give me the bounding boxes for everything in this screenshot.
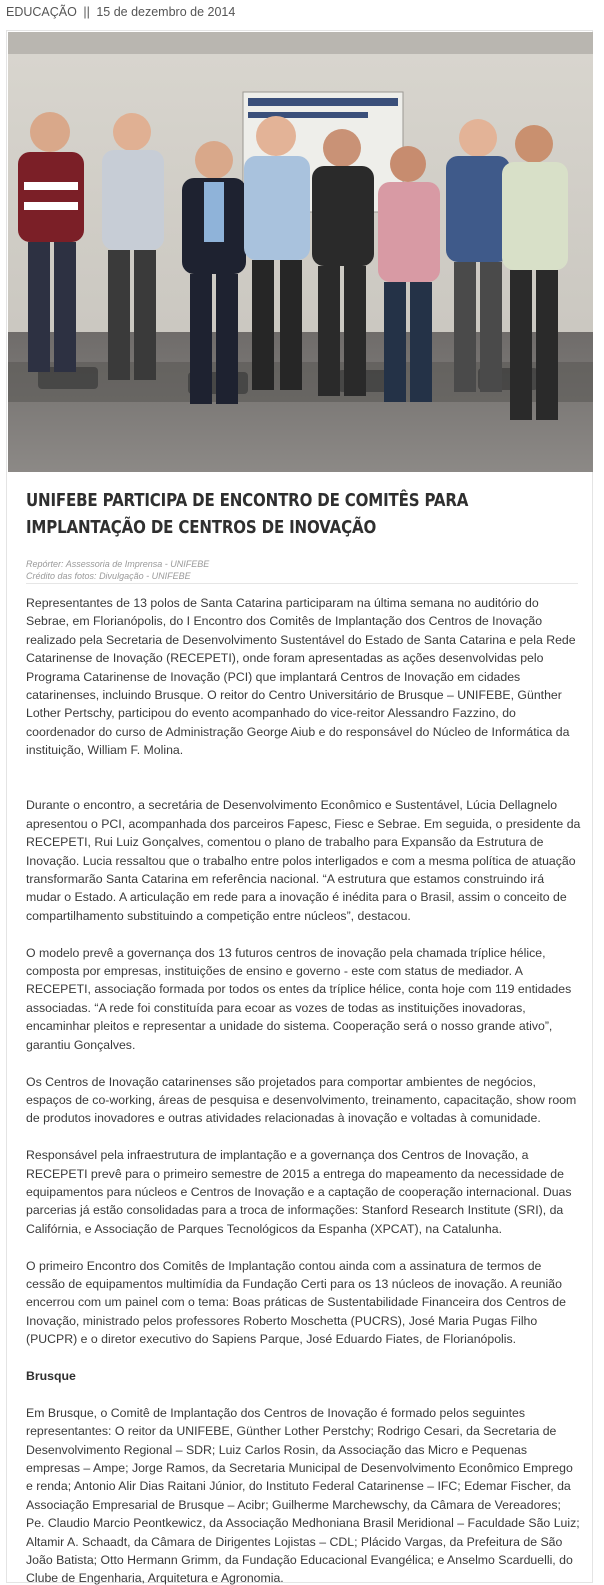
- article-body: [26, 594, 581, 1585]
- section-subheading: Brusque: [26, 1368, 76, 1383]
- article-credits: [26, 558, 578, 582]
- photo-credit-label: Crédito das fotos:: [26, 571, 97, 581]
- reporter-line: [26, 558, 578, 570]
- paragraph-2: Durante o encontro, a secretária de Desenvolvimento Econômico e Sustentável, Lúcia Dellagnelo apresentou o PCI, acompanhada dos parceiros Fapesc, Fiesc e Sebrae. Em seguida, o presidente da RECEPETI, Rui Luiz Gonçalves, comentou o plano de trabalho para Expansão da Estrutura de Inovação. Lucia ressaltou que o trabalho entre polos interligados e com a mesma política de atuação transformarão Santa Catarina em referência nacional. “A estrutura que estamos construindo irá mudar o Estado. A articulação em rede para a inovação é inédita para o Brasil, assim o conceito de compartilhamento substituindo a competição entre núcleos”, destacou.: [26, 798, 581, 923]
- paragraph-3: O modelo prevê a governança dos 13 futuros centros de inovação pela chamada tríplice hélice, composta por empresas, instituições de ensino e governo - este com status de mediador. A RECEPETI, associação formada por todos os entes da tríplice hélice, conta hoje com 119 entidades associadas. “A rede foi constituída para ecoar as vozes de todas as instituições inovadoras, encaminhar pleitos e representar a unidade do sistema. Cooperação será o nosso grande ativo”, garantiu Gonçalves.: [26, 945, 572, 1052]
- article-title: UNIFEBE PARTICIPA DE ENCONTRO DE COMITÊS PARA IMPLANTAÇÃO DE CENTROS DE INOVAÇÃO: [26, 491, 469, 538]
- article-card: [6, 30, 593, 1583]
- category-link[interactable]: EDUCAÇÃO: [6, 5, 77, 19]
- article-meta: [6, 3, 235, 21]
- reporter-name: Assessoria de Imprensa - UNIFEBE: [65, 559, 210, 569]
- publish-date: 15 de dezembro de 2014: [96, 5, 236, 19]
- credits-divider: [26, 583, 578, 584]
- paragraph-5: Responsável pela infraestrutura de implantação e a governança dos Centros de Inovação, a RECEPETI prevê para o primeiro semestre de 2015 a entrega do mapeamento da necessidade de equipamentos para núcleos e Centros de Inovação e a captação de cooperação internacional. Duas parcerias já estão consolidadas para a troca de informações: Stanford Research Institute (SRI), da Califórnia, e Associação de Parques Tecnológicos da Espanha (XPCAT), na Catalunha.: [26, 1148, 572, 1236]
- photo-credit-line: [26, 570, 578, 582]
- article-photo: [8, 32, 593, 472]
- paragraph-7: Em Brusque, o Comitê de Implantação dos Centros de Inovação é formado pelos seguintes representantes: O reitor da UNIFEBE, Günther Lother Perstchy; Rodrigo Cesari, da Secretaria de Desenvolvimento Regional – SDR; Luiz Carlos Rosin, da Associação das Micro e Pequenas empresas – Ampe; Jorge Ramos, da Secretaria Municipal de Desenvolvimento Econômico Emprego e renda; Antonio Alir Dias Raitani Júnior, do Instituto Federal Catarinense – IFC; Edemar Fischer, da Associação Empresarial de Brusque – Acibr; Guilherme Marchewschy, da Câmara de Vereadores; Pe. Claudio Marcio Peontkewicz, da Associação Medhoniana Brasil Meridional – Faculdade São Luiz; Altamir A. Schaadt, da Câmara de Dirigentes Lojistas – CDL; Plácido Vargas, da Prefeitura de São João Batista; Otto Hermann Grimm, da Fundação Educacional Evangélica; e Anselmo Scarduelli, do Clube de Engenharia, Arquitetura e Agronomia.: [26, 1405, 580, 1585]
- paragraph-6: O primeiro Encontro dos Comitês de Implantação contou ainda com a assinatura de termos de cessão de equipamentos multimídia da Fundação Certi para os 13 núcleos de inovação. A reunião encerrou com um painel com o tema: Boas práticas de Sustentabilidade Financeira dos Centros de Inovação, ministrado pelos professores Roberto Moschetta (PUCRS), José Maria Pugas Filho (PUCPR) e o diretor executivo do Sapiens Parque, José Eduardo Fiates, de Florianópolis.: [26, 1258, 566, 1347]
- photo-credit-name: Divulgação - UNIFEBE: [99, 571, 191, 581]
- group-photo-illustration: [8, 32, 593, 472]
- paragraph-1: Representantes de 13 polos de Santa Catarina participaram na última semana no auditório do Sebrae, em Florianópolis, do I Encontro dos Comitês de Implantação dos Centros de Inovação realizado pela Secretaria de Desenvolvimento Sustentável do Estado de Santa Catarina e pela Rede Catarinense de Inovação (RECEPETI), onde foram apresentadas as ações desenvolvidas pelo Programa Catarinense de Inovação (PCI) que implantará Centros de Inovação em cidades catarinenses, incluindo Brusque. O reitor do Centro Universitário de Brusque – UNIFEBE, Günther Lother Pertschy, participou do evento acompanhado do vice-reitor Alessandro Fazzino, do coordenador do curso de Administração George Aiub e do responsável do Núcleo de Informática da instituição, William F. Molina.: [26, 596, 576, 758]
- paragraph-4: Os Centros de Inovação catarinenses são projetados para comportar ambientes de negócios, espaços de co-working, áreas de pesquisa e desenvolvimento, treinamento, capacitação, show room de produtos inovadores e outras atividades relacionadas à inovação e voltadas à comunidade.: [26, 1074, 577, 1126]
- meta-separator: ||: [83, 5, 90, 19]
- reporter-label: Repórter:: [26, 559, 64, 569]
